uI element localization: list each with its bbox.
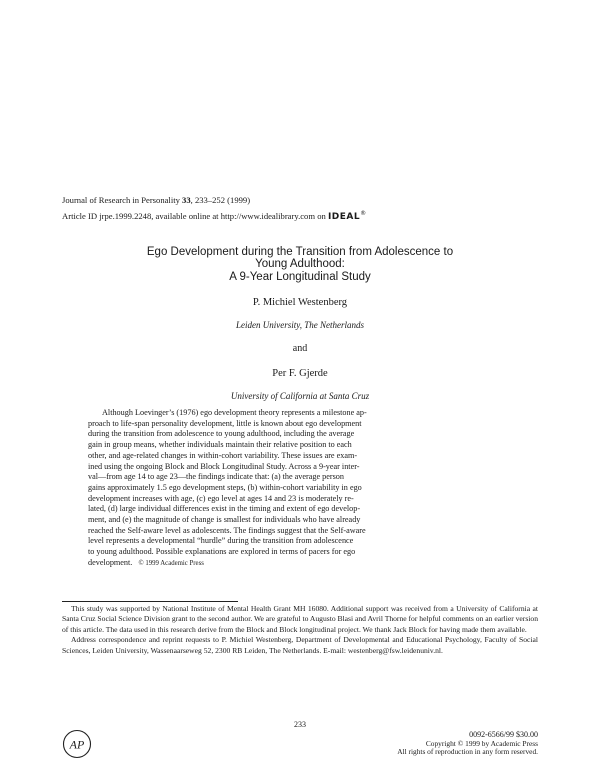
abstract-line: to young adulthood. Possible explanations are explored in terms of pacers for ego bbox=[88, 547, 356, 557]
abstract-line: reached the Self-aware level as adolescents. The findings suggest that the Self-aware bbox=[88, 525, 366, 535]
abstract bbox=[88, 408, 513, 570]
copyright-block bbox=[397, 731, 538, 757]
affiliation-1: Leiden University, The Netherlands bbox=[236, 320, 364, 330]
journal-citation-post: , 233–252 (1999) bbox=[190, 195, 251, 205]
abstract-line: ined using the ongoing Block and Block Longitudinal Study. Across a 9-year inter- bbox=[88, 461, 360, 471]
article-id-text: Article ID jrpe.1999.2248, available online at http://www.idealibrary.com on bbox=[62, 211, 328, 221]
title-line-1: Ego Development during the Transition from Adolescence to bbox=[146, 246, 454, 258]
abstract-line: gains approximately 1.5 ego development steps, (b) within-cohort variability in ego bbox=[88, 482, 362, 492]
abstract-line: level represents a developmental “hurdle” during the transition from adolescence bbox=[88, 536, 354, 546]
copyright-text: Copyright © 1999 by Academic Press bbox=[425, 738, 538, 748]
ideal-logo: IDEAL® bbox=[327, 210, 367, 222]
abstract-last-line: development. © 1999 Academic Press bbox=[88, 557, 204, 567]
abstract-line: lated, (d) large individual differences exist in the timing and extent of ego develop- bbox=[88, 504, 361, 514]
footnote-address: Address correspondence and reprint requests to P. Michiel Westenberg, Department of Developmental and Educational Psychology, Faculty of Social Sciences, Leiden University, Wassenaarseweg 52, 2300 RB Leiden, The Netherlands. E-mail: westenberg@fsw.leidenuniv.nl. bbox=[62, 635, 538, 655]
page-number: 233 bbox=[294, 720, 306, 729]
footnote-divider bbox=[62, 601, 238, 602]
abstract-line: gain in group means, whether individuals maintain their relative position to each bbox=[88, 440, 352, 450]
journal-citation bbox=[62, 195, 250, 206]
title-line-3: A 9-Year Longitudinal Study bbox=[229, 270, 371, 283]
academic-press-logo-icon bbox=[62, 729, 92, 759]
abstract-line: during the transition from adolescence to young adulthood, including the average bbox=[88, 429, 355, 439]
issn-price: 0092-6566/99 $30.00 bbox=[469, 730, 538, 739]
abstract-line: Although Loevinger’s (1976) ego development theory represents a milestone ap- bbox=[102, 408, 367, 417]
journal-volume: 33 bbox=[182, 195, 191, 205]
article-title bbox=[60, 246, 540, 283]
affiliation-2: University of California at Santa Cruz bbox=[230, 391, 370, 401]
journal-citation-pre: Journal of Research in Personality bbox=[62, 195, 183, 205]
footnotes bbox=[62, 604, 538, 656]
abstract-line: other, and age-related changes in within-cohort variability. These issues are exam- bbox=[88, 450, 358, 460]
article-id-line bbox=[62, 208, 367, 223]
title-line-2: Young Adulthood: bbox=[255, 258, 345, 271]
author-conjunction: and bbox=[292, 343, 308, 354]
footnote-support: This study was supported by National Institute of Mental Health Grant MH 16080. Additional support was received from a University of California at Santa Cruz Social Science Division grant to the second author. We are grateful to Augusto Blasi and Avril Thorne for helpful comments on an earlier version of this article. The data used in this research derive from the Block and Block longitudinal project. We thank Jack Block for having made them available. bbox=[62, 604, 538, 634]
author-2: Per F. Gjerde bbox=[272, 368, 328, 379]
abstract-copyright: © 1999 Academic Press bbox=[138, 559, 204, 567]
abstract-line: development increases with age, (c) ego level at ages 14 and 23 is moderately re- bbox=[88, 493, 354, 503]
abstract-line: val—from age 14 to age 23—the findings indicate that: (a) the average person bbox=[88, 472, 344, 482]
abstract-line: proach to life-span personality development, little is known about ego development bbox=[88, 418, 362, 428]
abstract-line: ment, and (e) the magnitude of change is smallest for individuals who have already bbox=[88, 515, 361, 525]
rights-text: All rights of reproduction in any form reserved. bbox=[397, 747, 538, 757]
author-1: P. Michiel Westenberg bbox=[252, 297, 348, 308]
publisher-logo-text: AP bbox=[69, 737, 85, 752]
